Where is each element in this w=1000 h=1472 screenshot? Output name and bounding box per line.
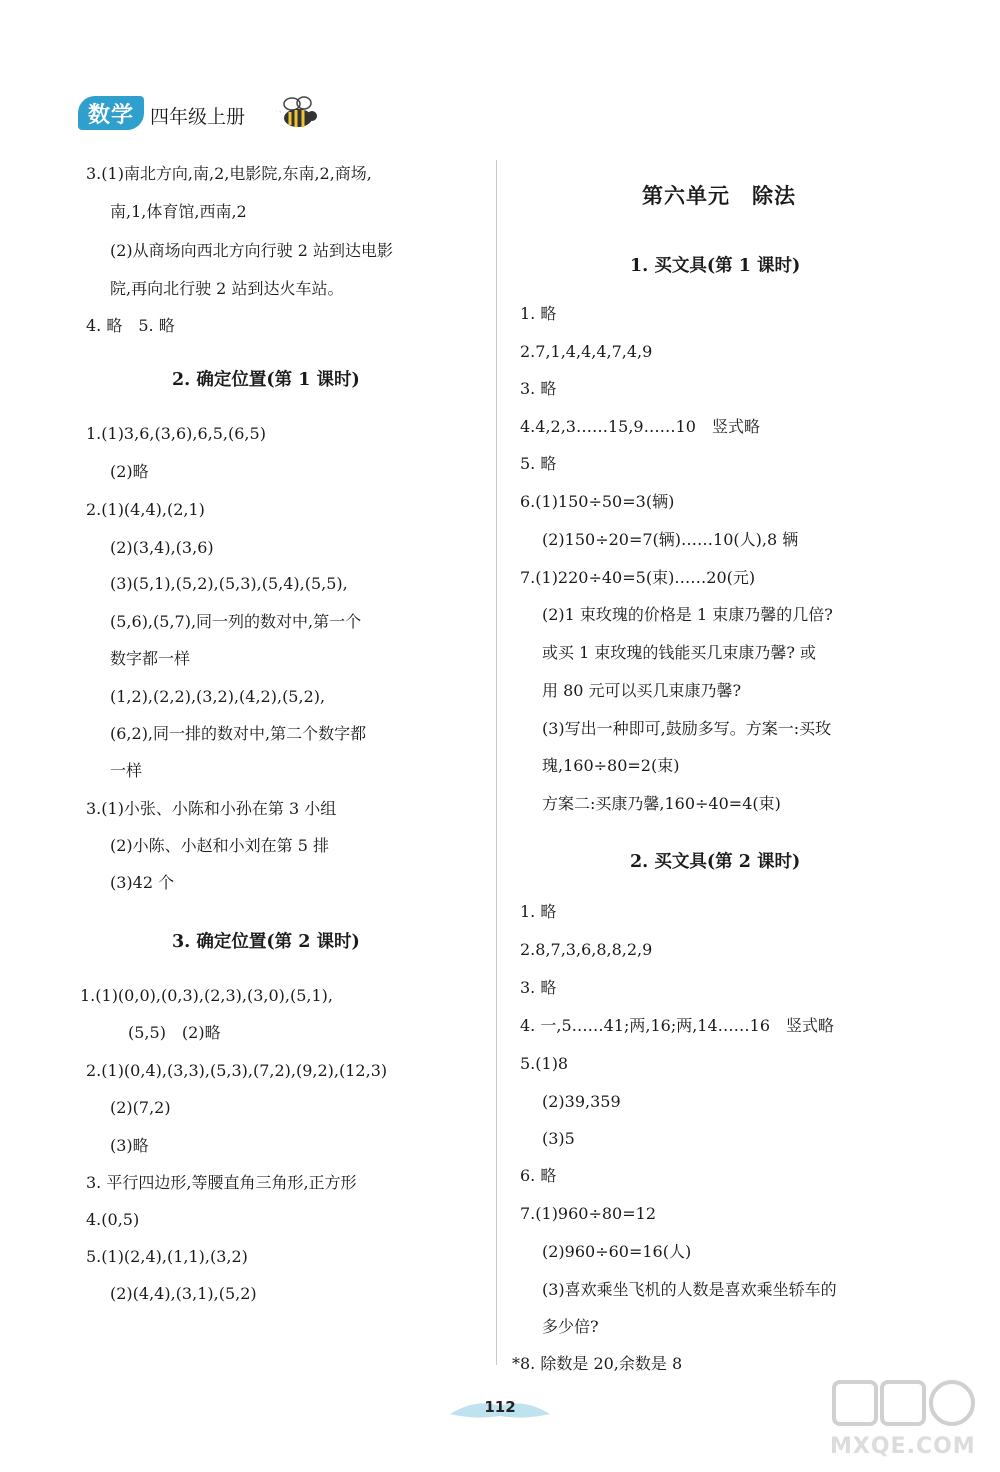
answer-line: (2)小陈、小赵和小刘在第 5 排 [110,836,330,855]
section-title: 2. 买文具(第 2 课时) [630,852,801,872]
answer-line: 2.7,1,4,4,4,7,4,9 [520,342,653,361]
answer-line: 4.(0,5) [86,1210,140,1229]
answer-line: 1. 略 [520,304,557,323]
answer-line: (1,2),(2,2),(3,2),(4,2),(5,2), [110,687,326,706]
answer-line: (2)略 [110,462,149,481]
answer-line: (3)42 个 [110,873,175,892]
watermark-url: MXQE.COM [830,1434,976,1459]
column-divider [496,160,497,1365]
page-header [78,92,338,136]
answer-line: 1.(1)(0,0),(0,3),(2,3),(3,0),(5,1), [80,986,334,1005]
answer-line: 多少倍? [542,1317,599,1336]
answer-line: (6,2),同一排的数对中,第二个数字都 [110,724,367,743]
answer-line: (5,5) (2)略 [128,1023,221,1042]
answer-line: 4.4,2,3……15,9……10 竖式略 [520,417,760,436]
answer-line: (5,6),(5,7),同一列的数对中,第一个 [110,612,362,631]
answer-line: (2)从商场向西北方向行驶 2 站到达电影 [110,241,394,260]
answer-line: 3.(1)南北方向,南,2,电影院,东南,2,商场, [86,164,372,183]
answer-line: 方案二:买康乃馨,160÷40=4(束) [542,794,781,813]
answer-line: 1. 略 [520,902,557,921]
answer-line: 1.(1)3,6,(3,6),6,5,(6,5) [86,424,266,443]
watermark-logo [830,1378,980,1468]
answer-line: (2)150÷20=7(辆)……10(人),8 辆 [542,530,799,549]
answer-line: 3. 平行四边形,等腰直角三角形,正方形 [86,1173,357,1192]
answer-line: 或买 1 束玫瑰的钱能买几束康乃馨? 或 [542,643,817,662]
answer-line: 南,1,体育馆,西南,2 [110,202,247,221]
section-title: 1. 买文具(第 1 课时) [630,256,801,276]
grade-label: 四年级上册 [150,106,246,128]
answer-line: 6.(1)150÷50=3(辆) [520,492,675,511]
answer-line: (3)(5,1),(5,2),(5,3),(5,4),(5,5), [110,574,348,593]
answer-line: (2)(3,4),(3,6) [110,538,214,557]
answer-line: 7.(1)960÷80=12 [520,1204,656,1223]
answer-line: 一样 [110,761,143,780]
unit-title: 第六单元 除法 [642,183,796,208]
section-title: 2. 确定位置(第 1 课时) [172,370,360,390]
answer-line: 2.8,7,3,6,8,8,2,9 [520,940,653,959]
answer-line: 5.(1)(2,4),(1,1),(3,2) [86,1247,248,1266]
answer-line: 4. 略 5. 略 [86,316,175,335]
answer-line: *8. 除数是 20,余数是 8 [512,1354,683,1373]
answer-line: 3.(1)小张、小陈和小孙在第 3 小组 [86,799,337,818]
answer-line: 瑰,160÷80=2(束) [542,756,680,775]
answer-line: (2)(4,4),(3,1),(5,2) [110,1284,257,1303]
answer-line: (3)略 [110,1136,149,1155]
answer-line: 院,再向北行驶 2 站到达火车站。 [110,279,344,298]
answer-line: (3)写出一种即可,鼓励多写。方案一:买玫 [542,719,832,738]
answer-line: 4. 一,5……41;两,16;两,14……16 竖式略 [520,1016,835,1035]
answer-line: 6. 略 [520,1166,557,1185]
answer-line: (3)5 [542,1129,575,1148]
answer-line: 5.(1)8 [520,1054,569,1073]
answer-line: 3. 略 [520,379,557,398]
answer-line: (2)1 束玫瑰的价格是 1 束康乃馨的几倍? [542,605,833,624]
answer-line: 2.(1)(4,4),(2,1) [86,500,205,519]
answer-line: 数字都一样 [110,649,191,668]
answer-line: 2.(1)(0,4),(3,3),(5,3),(7,2),(9,2),(12,3) [86,1061,388,1080]
section-title: 3. 确定位置(第 2 课时) [172,932,360,952]
page-number [446,1392,554,1422]
answer-line: 7.(1)220÷40=5(束)……20(元) [520,568,756,587]
answer-line: 用 80 元可以买几束康乃馨? [542,681,742,700]
subject-badge: 数学 [78,96,144,130]
answer-line: (2)(7,2) [110,1098,171,1117]
answer-line: (3)喜欢乘坐飞机的人数是喜欢乘坐轿车的 [542,1280,837,1299]
answer-line: 5. 略 [520,454,557,473]
answer-line: (2)39,359 [542,1092,621,1111]
answer-line: (2)960÷60=16(人) [542,1242,692,1261]
bee-icon [276,94,322,132]
page-number-text: 112 [484,1398,516,1416]
answer-line: 3. 略 [520,978,557,997]
